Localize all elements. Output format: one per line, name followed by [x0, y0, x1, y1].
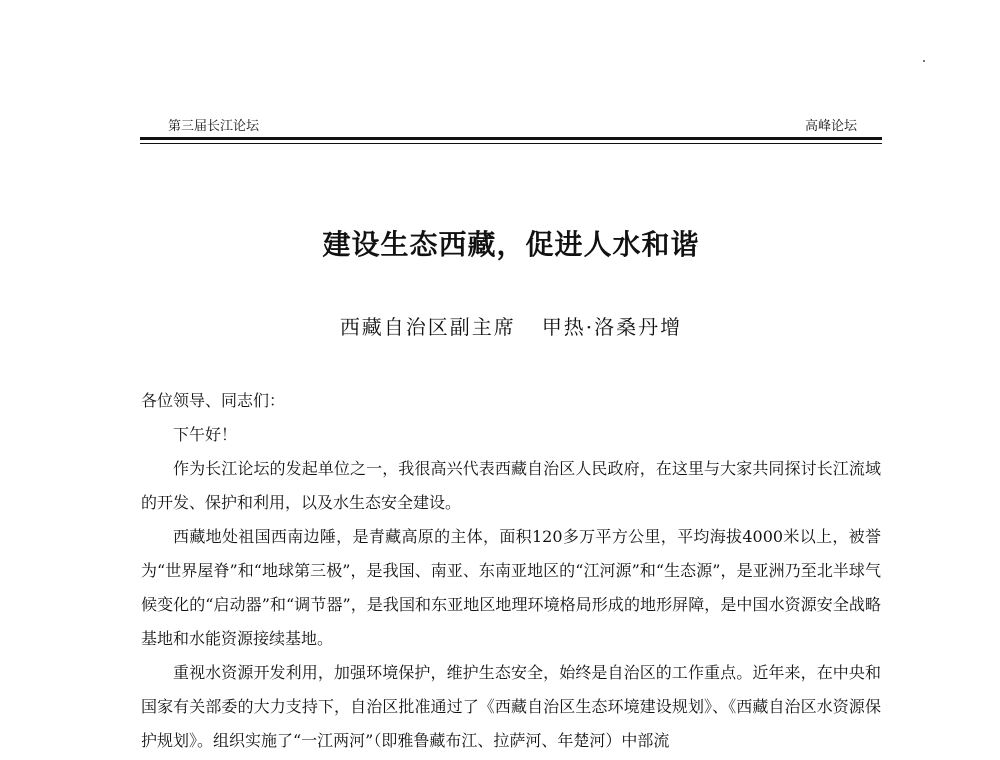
- running-header: [140, 117, 882, 137]
- greeting: 下午好！: [173, 425, 238, 444]
- body-text: [141, 384, 881, 758]
- author-affiliation: 西藏自治区副主席: [339, 315, 516, 339]
- author-name: 甲热·洛桑丹增: [541, 315, 683, 339]
- salutation: 各位领导、同志们：: [141, 391, 286, 410]
- paragraph: 西藏地处祖国西南边陲，是青藏高原的主体，面积120多万平方公里，平均海拔4000米以上，被誉为“世界屋脊”和“地球第三极”，是我国、南亚、东南亚地区的“江河源”和“生态源”，是亚洲乃至北半球气候变化的“启动器”和“调节器”，是我国和东亚地区地理环境格局形成的地形屏障，是中国水资源安全战略基地和水能资源接续基地。: [141, 527, 881, 648]
- header-left: 第三届长江论坛: [168, 119, 260, 134]
- scan-speck: [923, 60, 925, 62]
- header-rule-thin: [140, 143, 882, 144]
- article-title: 建设生态西藏，促进人水和谐: [322, 228, 700, 261]
- header-rule-thick: [140, 137, 882, 140]
- byline: [140, 312, 882, 342]
- header-right: 高峰论坛: [804, 119, 857, 134]
- paragraph: 作为长江论坛的发起单位之一，我很高兴代表西藏自治区人民政府，在这里与大家共同探讨长江流域的开发、保护和利用，以及水生态安全建设。: [141, 459, 881, 512]
- paragraph: 重视水资源开发利用，加强环境保护，维护生态安全，始终是自治区的工作重点。近年来，在中央和国家有关部委的大力支持下，自治区批准通过了《西藏自治区生态环境建设规划》、《西藏自治区水资源保护规划》。组织实施了“一江两河”（即雅鲁藏布江、拉萨河、年楚河）中部流: [141, 663, 881, 750]
